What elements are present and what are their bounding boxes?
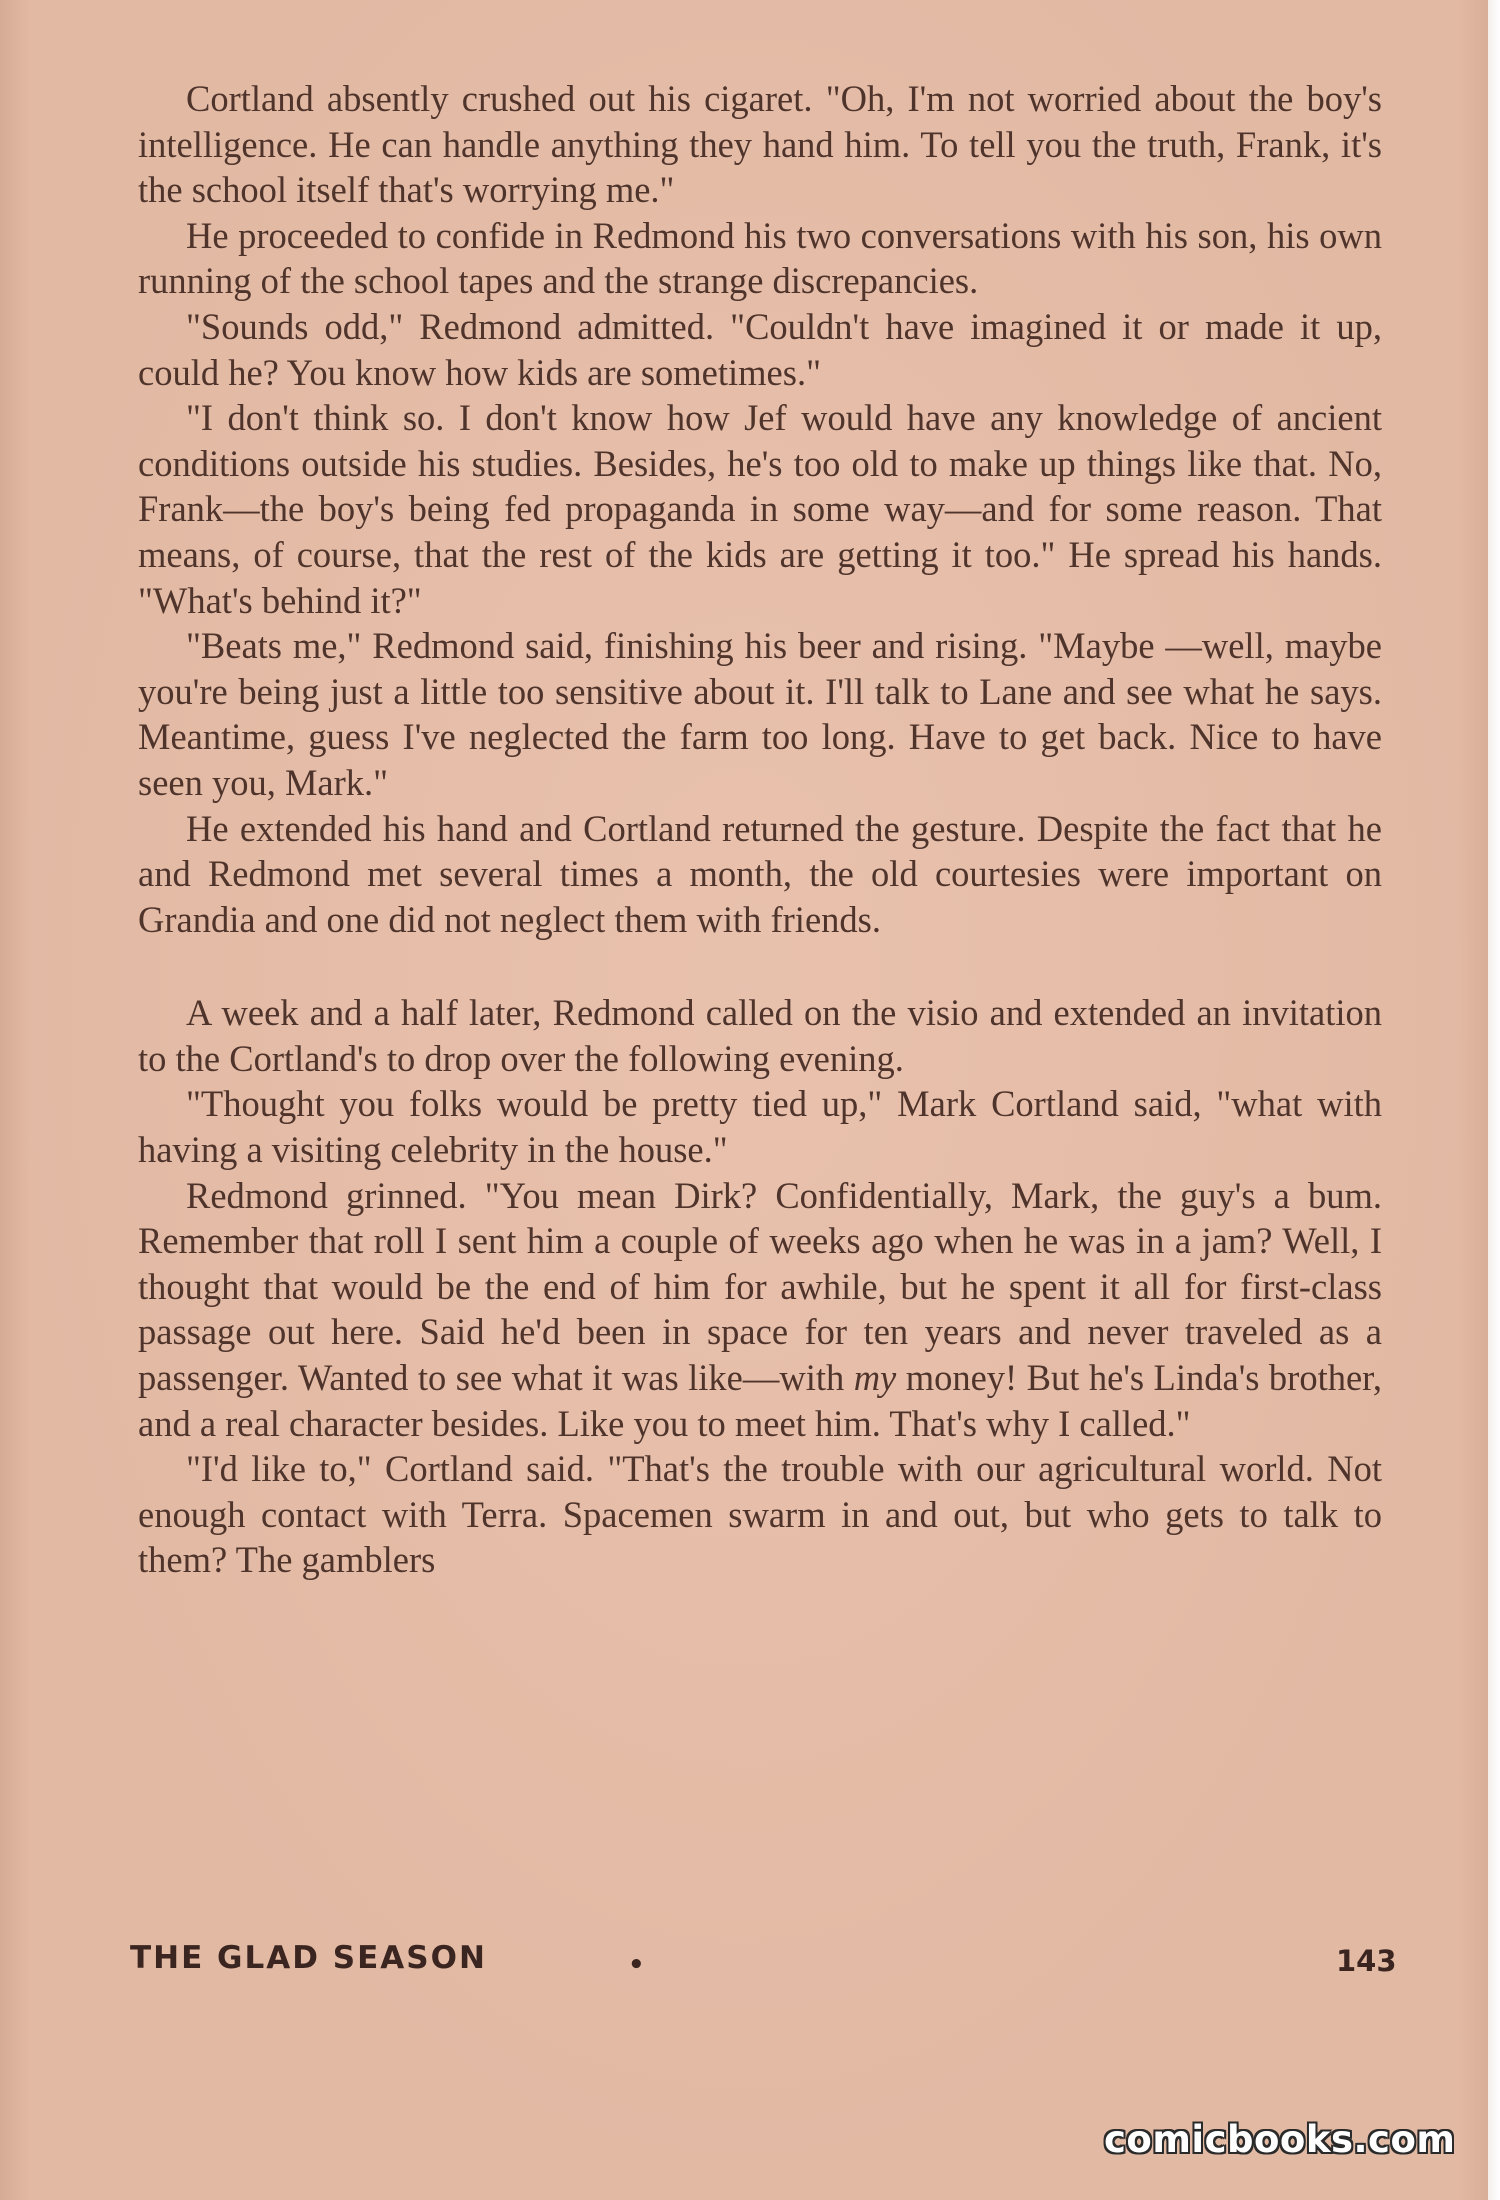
- paragraph: He extended his hand and Cortland returned the gesture. Despite the fact that he and Redmond met several times a month, the old courtesies were important on Grandia and one did not neglect them with friends.: [138, 807, 1382, 940]
- paragraph-text: Redmond grinned. "You mean Dirk? Confidentially, Mark, the guy's a bum. Remember that roll I sent him a couple of weeks ago when he was in a jam? Well, I thought that would be the end of him for awhile, but he spent it all for first-class passage out here. Said he'd been in space for ten years and never traveled as a passenger. Wanted to see what it was like—with: [138, 1174, 1382, 1399]
- page-number: 143: [1336, 1944, 1397, 1978]
- paragraph-text: money! But he's Linda's brother, and a real character besides. Like you to meet him. That's why I called.": [138, 1357, 1382, 1444]
- paragraph: "Sounds odd," Redmond admitted. "Couldn't have imagined it or made it up, could he? You know how kids are sometimes.": [138, 305, 1382, 393]
- body-text: [138, 76, 1382, 1583]
- running-footer-title: THE GLAD SEASON: [130, 1940, 487, 1976]
- paragraph: "I'd like to," Cortland said. "That's the trouble with our agricultural world. Not enough contact with Terra. Spacemen swarm in and out, but who gets to talk to them? The gamblers: [138, 1448, 1382, 1581]
- paragraph: He proceeded to confide in Redmond his two conversations with his son, his own running of the school tapes and the strange discrepancies.: [138, 214, 1382, 302]
- paragraph: Cortland absently crushed out his cigaret. "Oh, I'm not worried about the boy's intelligence. He can handle anything they hand him. To tell you the truth, Frank, it's the school itself that's worrying me.": [138, 78, 1382, 211]
- paragraph: [138, 1173, 1382, 1447]
- paragraph: "Thought you folks would be pretty tied up," Mark Cortland said, "what with having a visiting celebrity in the house.": [138, 1083, 1382, 1171]
- paragraph: "Beats me," Redmond said, finishing his beer and rising. "Maybe —well, maybe you're being just a little too sensitive about it. I'll talk to Lane and see what he says. Meantime, guess I've neglected the farm too long. Have to get back. Nice to have seen you, Mark.": [138, 625, 1382, 803]
- page-edge: [1488, 0, 1500, 2200]
- watermark-text: comicbooks.com: [1104, 2118, 1456, 2161]
- paragraph: A week and a half later, Redmond called on the visio and extended an invitation to the Cortland's to drop over the following evening.: [138, 992, 1382, 1079]
- footer-bullet: •: [628, 1950, 645, 1980]
- emphasized-word: my: [853, 1357, 897, 1399]
- paragraph: "I don't think so. I don't know how Jef would have any knowledge of ancient conditions outside his studies. Besides, he's too old to make up things like that. No, Frank—the boy's being fed propaganda in some way—and for some reason. That means, of course, that the rest of the kids are getting it too." He spread his hands. "What's behind it?": [138, 397, 1382, 621]
